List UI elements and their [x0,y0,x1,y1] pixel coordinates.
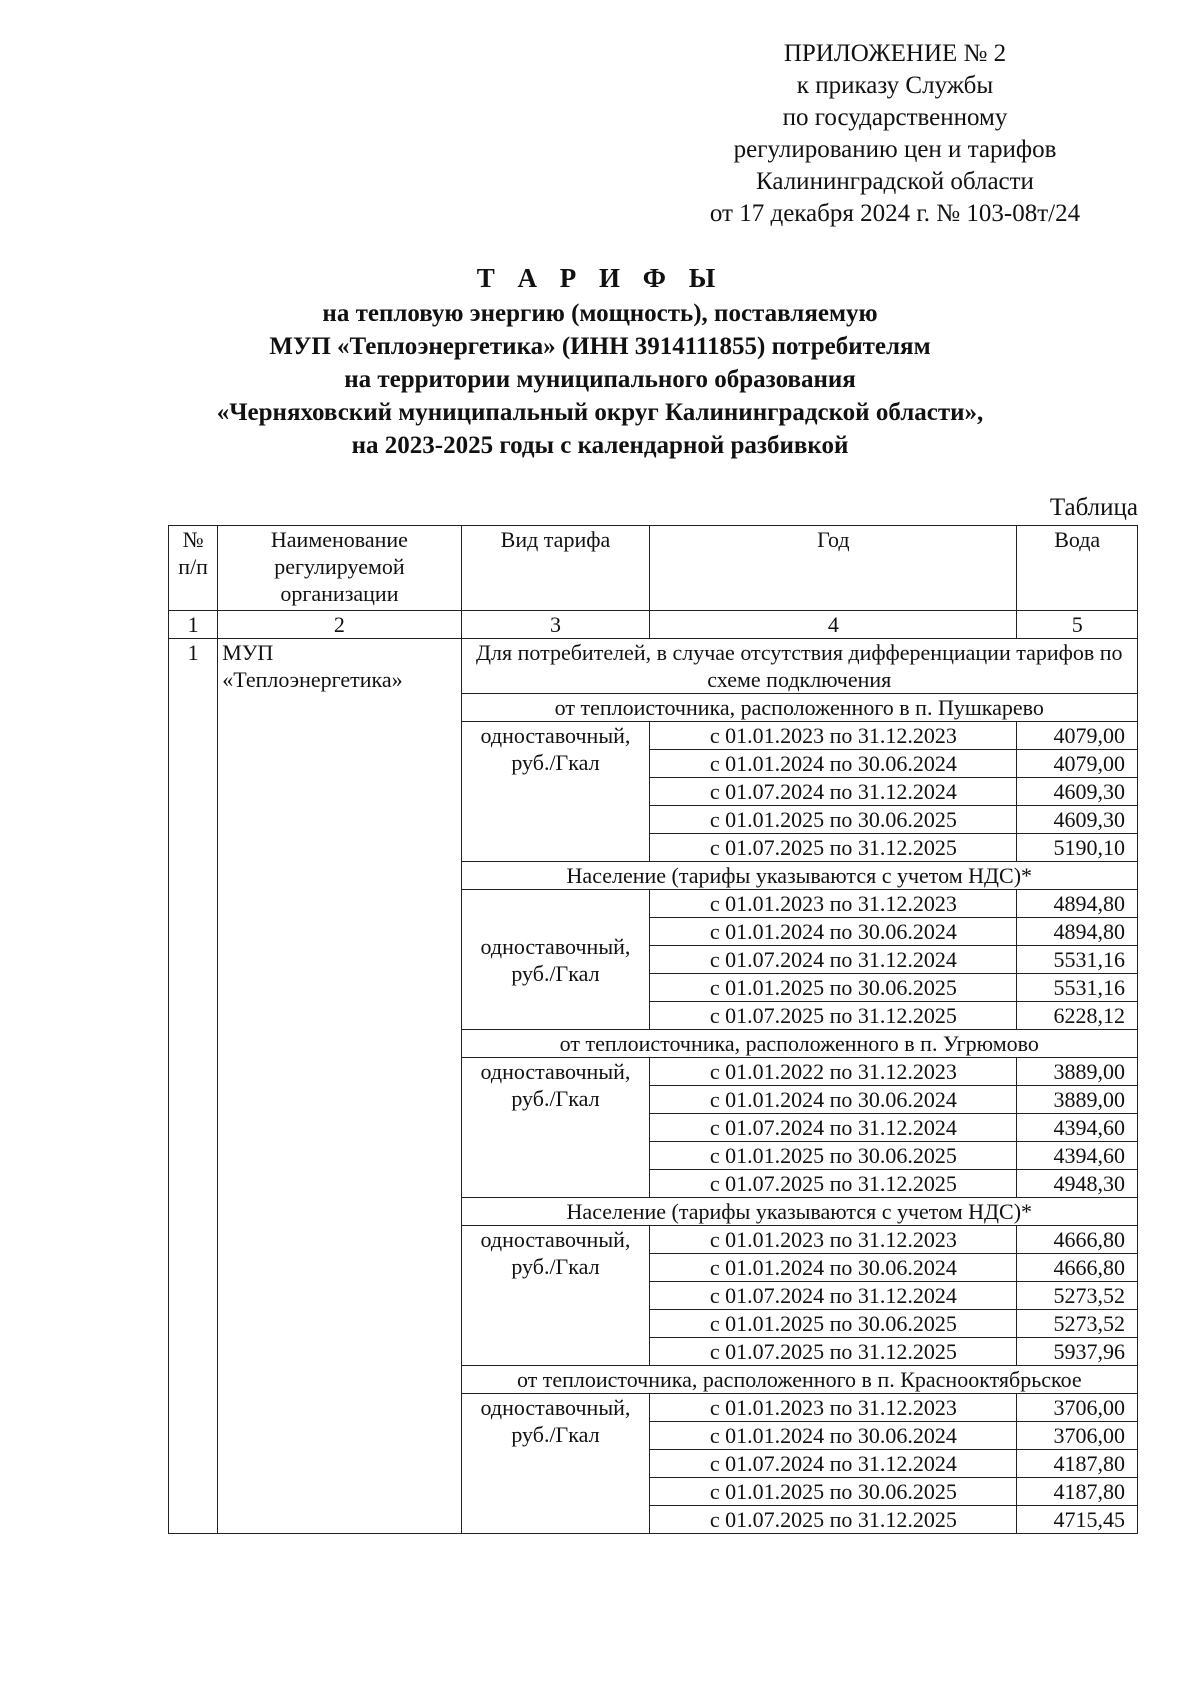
tariff-value: 3889,00 [1017,1058,1138,1086]
appendix-line: ПРИЛОЖЕНИЕ № 2 [783,40,1007,67]
title-main: Т А Р И Ф Ы [476,263,724,293]
tariff-period: с 01.01.2025 по 30.06.2025 [650,1310,1017,1338]
tariff-period: с 01.01.2024 по 30.06.2024 [650,1254,1017,1282]
col-number: 5 [1017,611,1138,639]
appendix-line: по государственному [782,104,1008,131]
col-number: 4 [650,611,1017,639]
tariff-type: одноставочный, руб./Гкал [461,1226,650,1366]
tariff-period: с 01.07.2025 по 31.12.2025 [650,1002,1017,1030]
title-line: на тепловую энергию (мощность), поставляемую [322,300,878,327]
tariff-value: 4715,45 [1017,1506,1138,1534]
tariff-period: с 01.01.2023 по 31.12.2023 [650,890,1017,918]
tariff-period: с 01.01.2024 по 30.06.2024 [650,750,1017,778]
tariff-period: с 01.07.2024 по 31.12.2024 [650,1114,1017,1142]
tariff-type: одноставочный, руб./Гкал [461,722,650,862]
tariff-type: одноставочный, руб./Гкал [461,1394,650,1534]
appendix-line: Калининградской области [756,168,1034,195]
tariff-value: 4187,80 [1017,1450,1138,1478]
tariff-value: 4394,60 [1017,1114,1138,1142]
header-row [169,526,1138,611]
section-heading: от теплоисточника, расположенного в п. Краснооктябрьское [461,1366,1137,1394]
title-line: на территории муниципального образования [344,366,856,393]
header-type: Вид тарифа [461,526,650,611]
header-num: № п/п [169,526,218,611]
tariff-period: с 01.01.2024 по 30.06.2024 [650,1422,1017,1450]
document-title [0,262,1200,462]
tariff-period: с 01.01.2024 по 30.06.2024 [650,1086,1017,1114]
tariff-period: с 01.07.2025 по 31.12.2025 [650,1506,1017,1534]
tariff-value: 4079,00 [1017,722,1138,750]
tariff-period: с 01.01.2023 по 31.12.2023 [650,1226,1017,1254]
general-note: Для потребителей, в случае отсутствия дифференциации тарифов по схеме подключения [461,639,1137,694]
section-heading: от теплоисточника, расположенного в п. Угрюмово [461,1030,1137,1058]
header-year: Год [650,526,1017,611]
tariff-period: с 01.07.2024 по 31.12.2024 [650,946,1017,974]
col-number: 1 [169,611,218,639]
tariff-period: с 01.01.2025 по 30.06.2025 [650,974,1017,1002]
title-line: МУП «Теплоэнергетика» (ИНН 3914111855) потребителям [269,333,931,360]
tariff-value: 4187,80 [1017,1478,1138,1506]
tariff-value: 4948,30 [1017,1170,1138,1198]
tariff-value: 4894,80 [1017,918,1138,946]
tariff-value: 4609,30 [1017,806,1138,834]
tariff-value: 3706,00 [1017,1422,1138,1450]
tariff-period: с 01.01.2025 по 30.06.2025 [650,1478,1017,1506]
section-heading: от теплоисточника, расположенного в п. Пушкарево [461,694,1137,722]
tariff-period: с 01.01.2025 по 30.06.2025 [650,1142,1017,1170]
tariff-value: 6228,12 [1017,1002,1138,1030]
tariff-period: с 01.07.2024 по 31.12.2024 [650,1450,1017,1478]
section-heading: Население (тарифы указываются с учетом НДС)* [461,1198,1137,1226]
appendix-line: регулированию цен и тарифов [733,136,1057,163]
row-number: 1 [169,639,218,1534]
appendix-line: к приказу Службы [796,72,994,99]
tariff-type: одноставочный, руб./Гкал [461,890,650,1030]
appendix-line: от 17 декабря 2024 г. № 103-08т/24 [709,200,1081,227]
tariff-value: 4666,80 [1017,1254,1138,1282]
tariff-value: 3889,00 [1017,1086,1138,1114]
tariff-value: 5273,52 [1017,1310,1138,1338]
tariff-value: 5190,10 [1017,834,1138,862]
col-number: 2 [218,611,461,639]
organization-name: МУП «Теплоэнергетика» [218,639,461,1534]
tariff-type: одноставочный, руб./Гкал [461,1058,650,1198]
tariff-value: 4666,80 [1017,1226,1138,1254]
tariff-period: с 01.07.2025 по 31.12.2025 [650,834,1017,862]
tariff-value: 4394,60 [1017,1142,1138,1170]
tariff-value: 4894,80 [1017,890,1138,918]
tariff-value: 5531,16 [1017,974,1138,1002]
tariff-period: с 01.07.2025 по 31.12.2025 [650,1338,1017,1366]
title-line: на 2023-2025 годы с календарной разбивкой [351,432,849,459]
general-note-row [169,639,1138,694]
section-heading: Население (тарифы указываются с учетом НДС)* [461,862,1137,890]
tariff-period: с 01.07.2024 по 31.12.2024 [650,1282,1017,1310]
title-line: «Черняховский муниципальный округ Калининградской области», [216,399,984,426]
header-org: Наименование регулируемой организации [218,526,461,611]
column-numbers-row [169,611,1138,639]
tariff-value: 4609,30 [1017,778,1138,806]
tariff-value: 5273,52 [1017,1282,1138,1310]
tariff-value: 5531,16 [1017,946,1138,974]
tariffs-table [168,525,1138,1534]
header-water: Вода [1017,526,1138,611]
tariff-period: с 01.01.2023 по 31.12.2023 [650,722,1017,750]
tariff-period: с 01.01.2024 по 30.06.2024 [650,918,1017,946]
col-number: 3 [461,611,650,639]
tariff-period: с 01.01.2025 по 30.06.2025 [650,806,1017,834]
tariff-period: с 01.07.2024 по 31.12.2024 [650,778,1017,806]
tariff-period: с 01.01.2023 по 31.12.2023 [650,1394,1017,1422]
tariff-value: 4079,00 [1017,750,1138,778]
appendix-header [590,38,1110,230]
tariff-period: с 01.07.2025 по 31.12.2025 [650,1170,1017,1198]
tariff-period: с 01.01.2022 по 31.12.2023 [650,1058,1017,1086]
table-caption: Таблица [1049,494,1138,521]
tariff-value: 5937,96 [1017,1338,1138,1366]
tariff-value: 3706,00 [1017,1394,1138,1422]
